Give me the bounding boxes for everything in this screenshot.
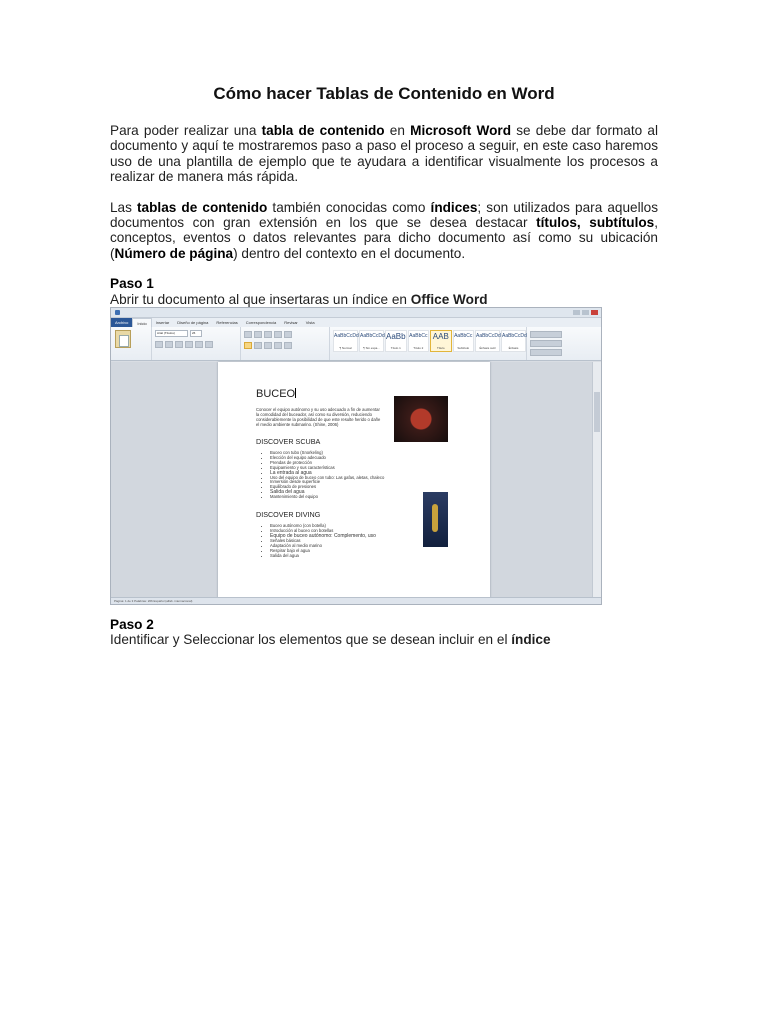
doc-list-1 xyxy=(256,451,450,500)
style-sin-espaciado xyxy=(359,330,384,352)
list-item: • Respirar bajo el agua xyxy=(270,549,450,554)
paste-icon xyxy=(115,330,131,348)
ribbon-tabs xyxy=(111,318,601,327)
font-color-icon xyxy=(205,341,213,348)
style-preview: AaBbCcDd xyxy=(475,333,501,339)
step2-description xyxy=(110,632,658,647)
style-titulo-1 xyxy=(385,330,407,352)
line-spacing-icon xyxy=(284,342,292,349)
list-item: • Prendas de protección xyxy=(270,461,450,466)
list-item: • Salida del agua xyxy=(270,490,450,495)
step1-bold: Office Word xyxy=(410,291,488,307)
intro-bold-2: Microsoft Word xyxy=(410,123,512,138)
list-item: • Elección del equipo adecuado xyxy=(270,456,450,461)
definition-paragraph xyxy=(110,200,658,262)
definition-bold-3: títulos, subtítulos xyxy=(536,215,655,231)
style-preview: AaBbCcDd xyxy=(334,333,359,339)
style-label: Título xyxy=(437,346,445,350)
styles-group xyxy=(330,327,527,360)
definition-bold-2: índices xyxy=(430,199,478,215)
style-label: ¶ Sin espa... xyxy=(363,346,380,350)
font-size-box: 26 xyxy=(190,330,202,337)
list-item: • Señales básicas xyxy=(270,539,450,544)
page-title: Cómo hacer Tablas de Contenido en Word xyxy=(213,84,555,103)
definition-bold-4: Número de página xyxy=(114,245,234,261)
style-titulo-2 xyxy=(408,330,429,352)
tab-diseno: Diseño de página xyxy=(177,320,209,325)
step2-title: Paso 2 xyxy=(110,617,154,632)
diver-photo-2-image xyxy=(423,492,448,547)
style-label: Subtítulo xyxy=(457,346,470,350)
list-item: • Equilibrado de presiones xyxy=(270,485,450,490)
bold-icon xyxy=(155,341,163,348)
definition-text-4: , conceptos, eventos o datos relevantes para dicho documento así como su ubicación ( xyxy=(110,215,658,261)
align-center-icon xyxy=(254,342,262,349)
style-enfasis-sutil xyxy=(475,330,500,352)
font-name-box: Arial (Títulos) xyxy=(155,330,188,337)
definition-bold-1: tablas de contenido xyxy=(137,199,268,215)
list-item: • Introducción al buceo con botellas xyxy=(270,529,450,534)
align-right-icon xyxy=(264,342,272,349)
style-subtitulo xyxy=(453,330,474,352)
list-item: • Inmersión desde superficie xyxy=(270,480,450,485)
ribbon xyxy=(111,327,601,361)
replace-icon xyxy=(530,340,562,347)
list-buttons xyxy=(244,331,329,338)
definition-text-1: Las xyxy=(110,199,138,215)
word-document-page xyxy=(218,362,490,598)
doc-section-1: DISCOVER SCUBA xyxy=(256,437,321,446)
style-preview: AaBbCc xyxy=(409,333,428,339)
editing-buttons xyxy=(530,331,597,356)
doc-intro: Conocer el equipo autónomo y su uso adecuado a fin de aumentar la comodidad del buceador, así como su diversión, reduciendo considerablemente la posibilidad de que este resulte herido o dañe el medio ambiente submarino. (Shine, 2006) xyxy=(256,407,381,427)
paragraph-group xyxy=(241,327,330,360)
doc-list-2 xyxy=(256,524,450,558)
list-item: • Equipo de buceo autónomo: Complemento, uso xyxy=(270,534,450,539)
tab-inicio: Inicio xyxy=(132,318,151,327)
text-cursor xyxy=(295,388,296,398)
minimize-icon xyxy=(573,310,580,315)
list-item: • Adaptación al medio marino xyxy=(270,544,450,549)
vertical-scrollbar xyxy=(592,362,601,598)
step1-text: Abrir tu documento al que insertaras un índice en xyxy=(110,291,411,307)
align-left-icon xyxy=(244,342,252,349)
list-item: • Salida del agua xyxy=(270,554,450,559)
tab-revisar: Revisar xyxy=(284,320,298,325)
style-label: Énfasis sutil xyxy=(479,346,496,350)
intro-bold-1: tabla de contenido xyxy=(261,123,385,138)
underline-icon xyxy=(175,341,183,348)
highlight-icon xyxy=(195,341,203,348)
document-body xyxy=(110,84,658,307)
style-preview: AaBb xyxy=(386,332,406,341)
justify-icon xyxy=(274,342,282,349)
font-format-buttons xyxy=(155,341,240,348)
definition-text-5: ) dentro del contexto en el documento. xyxy=(233,245,466,261)
list-item: • Buceo autónomo (con botella) xyxy=(270,524,450,529)
word-statusbar: Página: 1 de 3 Palabras: 266 Español (alfab. internacional) xyxy=(111,597,601,604)
word-screenshot xyxy=(110,307,602,605)
style-preview: AaBbCc xyxy=(454,333,473,339)
find-icon xyxy=(530,331,562,338)
style-titulo xyxy=(430,330,451,352)
sort-icon xyxy=(284,331,292,338)
select-icon xyxy=(530,349,562,356)
tab-insertar: Insertar xyxy=(155,320,170,325)
document-workarea xyxy=(111,362,593,598)
intro-paragraph xyxy=(110,123,658,185)
doc-section-2: DISCOVER DIVING xyxy=(256,510,321,520)
diver-photo-image xyxy=(394,396,448,442)
intro-text-3: se debe dar formato al documento y aquí te mostraremos paso a paso el proceso a seguir, en este caso haremos uso de una plantilla de ejemplo que te ayudara a identificar visualmente los procesos a realizar de manera más rápida. xyxy=(110,123,659,185)
style-preview: AaBbCcDd xyxy=(360,333,385,339)
intro-text-1: Para poder realizar una xyxy=(110,123,262,138)
style-label: Título 1 xyxy=(390,346,401,350)
list-item: • Uso del equipo de buceo con tubo: Las gafas, aletas, chaleco xyxy=(270,476,450,481)
styles-gallery xyxy=(333,330,526,352)
step1-description xyxy=(110,292,658,307)
window-controls xyxy=(573,310,598,315)
align-buttons xyxy=(244,342,329,349)
definition-text-3: ; son utilizados para aquellos documentos con gran extensión en los que se desea destacar xyxy=(110,199,658,231)
word-titlebar xyxy=(111,308,601,318)
style-label: Énfasis xyxy=(508,346,519,350)
tab-correspondencia: Correspondencia xyxy=(245,320,277,325)
bullets-icon xyxy=(244,331,252,338)
close-icon xyxy=(591,310,598,315)
style-normal xyxy=(333,330,358,352)
numbering-icon xyxy=(254,331,262,338)
step2-block xyxy=(110,617,658,648)
font-selectors xyxy=(155,330,240,337)
editing-group xyxy=(527,327,597,360)
style-preview: AaBbCcDd xyxy=(501,333,527,339)
font-group xyxy=(152,327,241,360)
tab-archivo: Archivo xyxy=(111,318,132,327)
multilevel-icon xyxy=(264,331,272,338)
strike-icon xyxy=(185,341,193,348)
clipboard-group xyxy=(111,327,152,360)
style-enfasis xyxy=(501,330,526,352)
style-label: ¶ Normal xyxy=(339,346,352,350)
step1-title: Paso 1 xyxy=(110,276,154,292)
definition-text-2: también conocidas como xyxy=(267,199,431,215)
step2-bold: índice xyxy=(511,632,551,648)
list-item: • Mantenimiento del equipo xyxy=(270,495,450,500)
tab-vista: Vista xyxy=(305,320,315,325)
step2-text: Identificar y Seleccionar los elementos que se desean incluir en el xyxy=(110,632,512,648)
maximize-icon xyxy=(582,310,589,315)
doc-title-text: BUCEO xyxy=(256,388,296,400)
list-item: • Equipamiento y sus características xyxy=(270,466,450,471)
style-label: Título 2 xyxy=(413,346,424,350)
intro-text-2: en xyxy=(384,123,411,138)
list-item: • La entrada al agua xyxy=(270,471,450,476)
style-preview: AAB xyxy=(432,332,449,341)
word-logo-icon xyxy=(115,310,120,315)
tab-referencias: Referencias xyxy=(216,320,238,325)
list-item: • Buceo con tubo (Snorkeling) xyxy=(270,451,450,456)
italic-icon xyxy=(165,341,173,348)
indent-icon xyxy=(274,331,282,338)
